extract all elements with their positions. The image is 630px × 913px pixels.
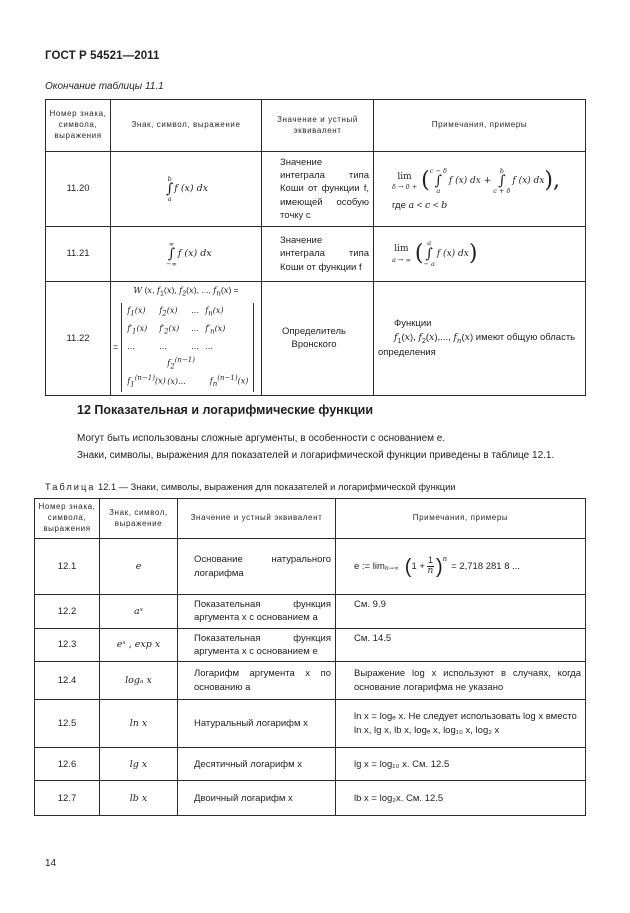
table-row: [46, 227, 586, 282]
caption-prefix: Таблица: [45, 482, 96, 492]
page-number: 14: [45, 858, 57, 869]
row-number: 12.6: [35, 748, 100, 781]
row-meaning: Значение интеграла типа Коши от функции f: [262, 227, 374, 282]
caption-text: 12.1 — Знаки, символы, выражения для показателей и логарифмической функции: [98, 482, 456, 492]
table-row: [35, 748, 586, 781]
table-header-row: [46, 100, 586, 152]
header-sign: Знак, символ, выражение: [111, 100, 262, 152]
wronskian-heading: W (x, $f_1(x)$, $f_2(x)$, ..., $f_n(x)$ =: [133, 285, 239, 298]
row-meaning: Десятичный логарифм x: [178, 748, 336, 781]
row-meaning: Основание натурального логарифма: [178, 539, 336, 595]
header-notes: Примечания, примеры: [336, 499, 586, 539]
table-row: [35, 781, 586, 816]
integral-lower-limit: −∞: [166, 260, 177, 268]
integral-lower-limit: a: [167, 195, 172, 203]
row-sign: lg x: [100, 748, 178, 781]
row-sign: [111, 227, 262, 282]
row-number: 12.5: [35, 700, 100, 748]
row-number: 12.3: [35, 628, 100, 662]
row-sign: [111, 282, 262, 396]
row-number: 12.7: [35, 781, 100, 816]
section-paragraph-2: Знаки, символы, выражения для показателей и логарифмической функции приведены в таблице 12.1.: [77, 450, 555, 461]
standard-header: ГОСТ Р 54521—2011: [45, 50, 160, 62]
row-notes: lg x = log₁₀ x. См. 12.5: [336, 748, 586, 781]
row-notes: [374, 282, 586, 396]
row-number: 12.1: [35, 539, 100, 595]
row-sign: eˣ , exp x: [100, 628, 178, 662]
row-meaning: Двоичный логарифм x: [178, 781, 336, 816]
wronskian-matrix: = $f_1(x)$ $f_2(x)$ ... $f_n(x)$ $f'_1(x)$ $f'_2(x)$ ... $f'_n(x)$ ... ... ... ... $f_1^{(n-1)}(x)f_2^{(n-1)}(x)$... $f_n^{(n-1)}(x)$: [113, 303, 259, 391]
integral-expression: f (x) dx: [177, 248, 212, 260]
row-notes: См. 9.9: [336, 595, 586, 629]
row-sign: lb x: [100, 781, 178, 816]
euler-number-formula: e := lim n→∞ ( 1 + $\frac{1}{n}$ ) $^n$ = 2,718 281 8 ...: [354, 554, 521, 578]
section-title: 12 Показательная и логарифмические функции: [77, 403, 374, 417]
row-meaning: Показательная функция аргумента x с основанием e: [178, 628, 336, 662]
row-meaning: Определитель Вронского: [262, 282, 374, 396]
integral-upper-limit: ∞: [168, 239, 175, 248]
note-line-2: $f_1(x)$, $f_2(x)$,..., $f_n(x)$ имеют общую область определения: [378, 331, 576, 359]
row-number: 11.22: [46, 282, 111, 396]
row-notes: См. 14.5: [336, 628, 586, 662]
integral-icon: ∫: [167, 246, 176, 262]
header-number: Номер знака, символа, выражения: [35, 499, 100, 539]
row-notes: [374, 152, 586, 227]
cauchy-limit-formula: lim δ → 0 + ( c − δ ∫ a f (x) dx + b ∫ c + δ f (x) dx ),: [392, 166, 560, 196]
cauchy-limit-infinite-formula: lim a → ∞ ( a ∫ − a f (x) dx ): [392, 239, 478, 268]
row-sign: logₐ x: [100, 662, 178, 700]
table-continuation-caption: Окончание таблицы 11.1: [45, 81, 164, 92]
header-notes: Примечания, примеры: [374, 100, 586, 152]
table-row: [35, 595, 586, 629]
section-paragraph-1: Могут быть использованы сложные аргументы, в особенности с основанием e.: [77, 433, 446, 444]
table-row: [46, 282, 586, 396]
row-meaning: Значение интеграла типа Коши от функции f, имеющей особую точку c: [262, 152, 374, 227]
row-sign: aˣ: [100, 595, 178, 629]
table-row: [46, 152, 586, 227]
row-number: 11.20: [46, 152, 111, 227]
row-notes: ln x = logₑ x. Не следует использовать log x вместо ln x, lg x, lb x, logₑ x, log₁₀ x, log₂ x: [336, 700, 586, 748]
table-12-1: [34, 498, 586, 816]
row-notes: Выражение log x используют в случаях, когда основание логарифма не указано: [336, 662, 586, 700]
row-sign: [111, 152, 262, 227]
header-number: Номер знака, символа, выражения: [46, 100, 111, 152]
integral-upper-limit: b: [167, 174, 172, 183]
note-condition: где a < c < b: [392, 199, 448, 211]
row-sign: ln x: [100, 700, 178, 748]
row-number: 11.21: [46, 227, 111, 282]
header-meaning: Значение и устный эквивалент: [178, 499, 336, 539]
header-meaning: Значение и устный эквивалент: [262, 100, 374, 152]
row-number: 12.2: [35, 595, 100, 629]
row-sign: e: [100, 539, 178, 595]
note-line-1: Функции: [394, 318, 432, 330]
table-row: [35, 539, 586, 595]
header-sign: Знак, символ, выражение: [100, 499, 178, 539]
table-row: [35, 700, 586, 748]
row-notes: lb x = log₂x. См. 12.5: [336, 781, 586, 816]
table-row: [35, 628, 586, 662]
table-12-1-caption: [45, 482, 456, 492]
table-header-row: [35, 499, 586, 539]
row-meaning: Показательная функция аргумента x с основанием a: [178, 595, 336, 629]
integral-icon: ∫: [166, 181, 174, 197]
table-row: [35, 662, 586, 700]
row-notes: [374, 227, 586, 282]
integral-expression: f (x) dx: [174, 183, 209, 195]
table-11-1: [45, 99, 586, 396]
row-number: 12.4: [35, 662, 100, 700]
row-meaning: Логарифм аргумента x по основанию a: [178, 662, 336, 700]
row-notes: [336, 539, 586, 595]
row-meaning: Натуральный логарифм x: [178, 700, 336, 748]
